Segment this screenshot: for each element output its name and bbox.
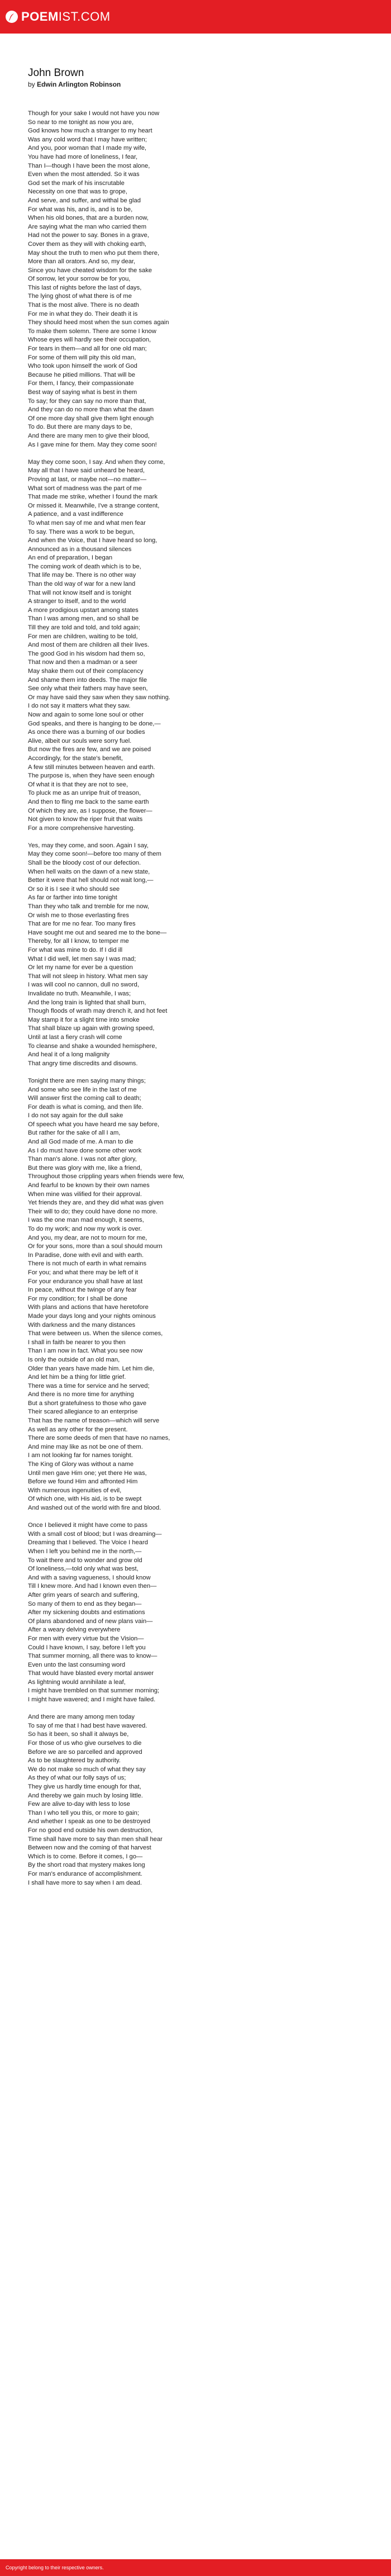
byline (28, 80, 363, 88)
logo-text-bold: POEM (21, 10, 59, 23)
site-logo-text (21, 10, 111, 24)
quill-icon (6, 11, 18, 23)
poem-title: John Brown (28, 67, 84, 79)
logo-text-light: IST.COM (58, 10, 111, 23)
site-footer (0, 2559, 391, 2576)
by-label: by (28, 80, 35, 88)
copyright-text: Copyright belong to their respective owners. (6, 2565, 104, 2570)
site-logo-link[interactable] (6, 10, 111, 24)
author-link[interactable]: Edwin Arlington Robinson (37, 80, 121, 88)
poem-container (0, 34, 391, 1887)
site-header (0, 0, 391, 34)
poem-text: Though for your sake I would not have you now So near to me tonight as now you are, God knows how much a stranger to my heart Was any cold word that I may have written; And you, poor woman that I made my wife, You have had more of loneliness, I fear, Than I—though I have been the most alone, Even when the most attended. So it was God set the mark of his inscrutable Necessity on one that was to grope, And serve, and suffer, and withal be glad For what was his, and is, and is to be, When his old bones, that are a burden now, Are saying what the man who carried them Had not the power to say. Bones in a grave, Cover them as they will with choking earth, May shout the truth to men who put them there, More than all orators. And so, my dear, Since you have cheated wisdom for the sake Of sorrow, let your sorrow be for you, This last of nights before the last of days, The lying ghost of what there is of me That is the most alive. There is no death For me in what they do. Their death it is They should heed most when the sun comes again To make them solemn. There are some I know Whose eyes will hardly see their occupation, For tears in them—and all for one old man; For some of them will pity this old man, Who took upon himself the work of God Because he pitied millions. That will be For them, I fancy, their compassionate Best way of saying what is best in them To say; for they can say no more than that, And they can do no more than what the dawn Of one more day shall give them light enough To do. But there are many days to be, And there are many men to give their blood, As I gave mine for them. May they come soon! May they come soon, I say. And when they come, May all that I have said unheard be heard, Proving at last, or maybe not—no matter— What sort of madness was the part of me That made me strike, whether I found the mark Or missed it. Meanwhile, I've a strange content, A patience, and a vast indifference To what men say of me and what men fear To say. There was a work to be begun, And when the Voice, that I have heard so long, Announced as in a thousand silences An end of preparation, I began The coming work of death which is to be, That life may be. There is no other way Than the old way of war for a new land That will not know itself and is tonight A stranger to itself, and to the world A more prodigious upstart among states Than I was among men, and so shall be Till they are told and told, and told again; For men are children, waiting to be told, And most of them are children all their lives. The good God in his wisdom had them so, That now and then a madman or a seer May shake them out of their complacency And shame them into deeds. The major file See only what their fathers may have seen, Or may have said they saw when they saw nothing. I do not say it matters what they saw. Now and again to some lone soul or other God speaks, and there is hanging to be done,— As once there was a burning of our bodies Alive, albeit our souls were sorry fuel. But now the fires are few, and we are poised Accordingly, for the state's benefit, A few still minutes between heaven and earth. The purpose is, when they have seen enough Of what it is that they are not to see, To pluck me as an unripe fruit of treason, And then to fling me back to the same earth Of which they are, as I suppose, the flower— Not given to know the riper fruit that waits For a more comprehensive harvesting. Yes, may they come, and soon. Again I say, May they come soon!—before too many of them Shall be the bloody cost of our defection. When hell waits on the dawn of a new state, Better it were that hell should not wait long,— Or so it is I see it who should see As far or farther into time tonight Than they who talk and tremble for me now, Or wish me to those everlasting fires That are for me no fear. Too many fires Have sought me out and seared me to the bone— Thereby, for all I know, to temper me For what was mine to do. If I did ill What I did well, let men say I was mad; Or let my name for ever be a question That will not sleep in history. What men say I was will cool no cannon, dull no sword, Invalidate no truth. Meanwhile, I was; And the long train is lighted that shall burn, Though floods of wrath may drench it, and hot feet May stamp it for a slight time into smoke That shall blaze up again with growing speed, Until at last a fiery crash will come To cleanse and shake a wounded hemisphere, And heal it of a long malignity That angry time discredits and disowns. Tonight there are men saying many things; And some who see life in the last of me Will answer first the coming call to death; For death is what is coming, and then life. I do not say again for the dull sake Of speech what you have heard me say before, But rather for the sake of all I am, And all God made of me. A man to die As I do must have done some other work Than man's alone. I was not after glory, But there was glory with me, like a friend, Throughout those crippling years when friends were few, And fearful to be known by their own names When mine was vilified for their approval. Yet friends they are, and they did what was given Their will to do; they could have done no more. I was the one man mad enough, it seems, To do my work; and now my work is over. And you, my dear, are not to mourn for me, Or for your sons, more than a soul should mourn In Paradise, done with evil and with earth. There is not much of earth in what remains For you; and what there may be left of it For your endurance you shall have at last In peace, without the twinge of any fear For my condition; for I shall be done With plans and actions that have heretofore Made your days long and your nights ominous With darkness and the many distances That were between us. When the silence comes, I shall in faith be nearer to you then Than I am now in fact. What you see now Is only the outside of an old man, Older than years have made him. Let him die, And let him be a thing for little grief. There was a time for service and he served; And there is no more time for anything But a short gratefulness to those who gave Their scared allegiance to an enterprise That has the name of treason—which will serve As well as any other for the present. There are some deeds of men that have no names, And mine may like as not be one of them. I am not looking far for names tonight. The King of Glory was without a name Until men gave Him one; yet there He was, Before we found Him and affronted Him With numerous ingenuities of evil, Of which one, with His aid, is to be swept And washed out of the world with fire and blood. Once I believed it might have come to pass With a small cost of blood; but I was dreaming— Dreaming that I believed. The Voice I heard When I left you behind me in the north,— To wait there and to wonder and grow old Of loneliness,—told only what was best, And with a saving vagueness, I should know Till I knew more. And had I known even then— After grim years of search and suffering, So many of them to end as they began— After my sickening doubts and estimations Of plans abandoned and of new plans vain— After a weary delving everywhere For men with every virtue but the Vision— Could I have known, I say, before I left you That summer morning, all there was to know— Even unto the last consuming word That would have blasted every mortal answer As lightning would annihilate a leaf, I might have trembled on that summer morning; I might have wavered; and I might have failed. And there are many among men today To say of me that I had best have wavered. So has it been, so shall it always be, For those of us who give ourselves to die Before we are so parcelled and approved As to be slaughtered by authority. We do not make so much of what they say As they of what our folly says of us; They give us hardly time enough for that, And thereby we gain much by losing little. Few are alive to-day with less to lose Than I who tell you this, or more to gain; And whether I speak as one to be destroyed For no good end outside his own destruction, Time shall have more to say than men shall hear Between now and the coming of that harvest Which is to come. Before it comes, I go— By the short road that mystery makes long For man's endurance of accomplishment. I shall have more to say when I am dead. (28, 110, 184, 1886)
